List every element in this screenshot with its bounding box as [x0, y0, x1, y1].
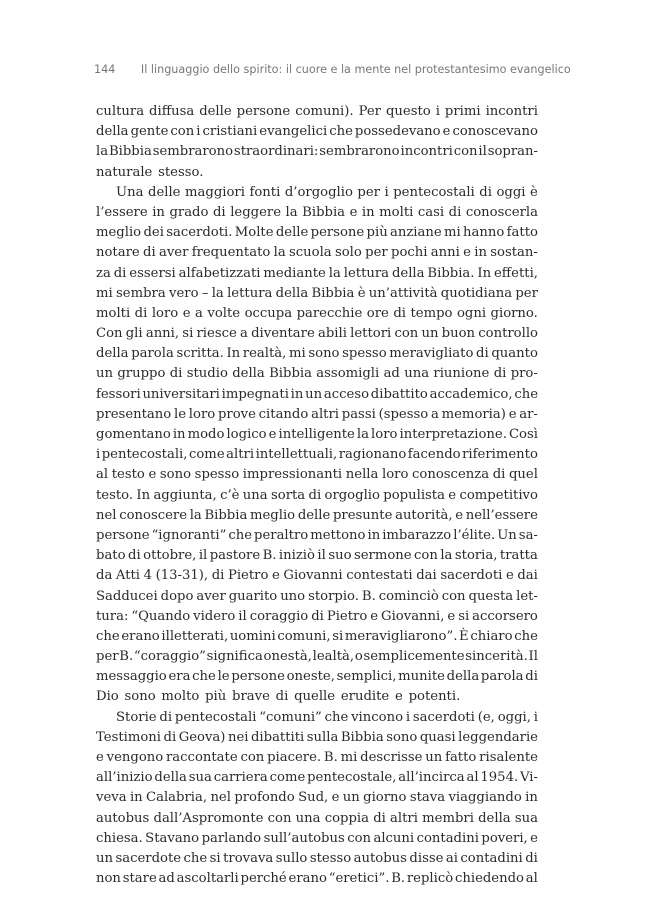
text-line: autobus dall’Aspromonte con una coppia di altri membri della sua — [96, 810, 538, 826]
text-line: la Bibbia sembrarono straordinari: sembrarono incontri con il sopran- — [96, 144, 538, 160]
text-line: che erano illetterati, uomini comuni, si meravigliarono”. È chiaro che — [96, 628, 538, 644]
text-line: della parola scritta. In realtà, mi sono spesso meravigliato di quanto — [96, 346, 538, 362]
text-line: al testo e sono spesso impressionanti nella loro conoscenza di quel — [96, 467, 538, 483]
text-line: Sadducei dopo aver guarito uno storpio. B. cominciò con questa let- — [96, 588, 538, 604]
text-line: all’inizio della sua carriera come pentecostale, all’incirca al 1954. Vi- — [96, 770, 538, 786]
text-line: nel conoscere la Bibbia meglio delle presunte autorità, e nell’essere — [96, 507, 538, 523]
text-line: testo. In aggiunta, c’è una sorta di orgoglio populista e competitivo — [96, 487, 538, 503]
text-line: mi sembra vero – la lettura della Bibbia è un’attività quotidiana per — [96, 285, 538, 301]
body-text — [96, 102, 538, 889]
text-line: persone “ignoranti” che peraltro mettono in imbarazzo l’élite. Un sa- — [96, 527, 538, 543]
text-line: i pentecostali, come altri intellettuali, ragionano facendo riferimento — [96, 447, 538, 463]
text-line: messaggio era che le persone oneste, semplici, munite della parola di — [96, 669, 538, 685]
text-line: e vengono raccontate con piacere. B. mi descrisse un fatto risalente — [96, 750, 538, 765]
text-line: naturale stesso. — [96, 164, 204, 180]
text-line: chiesa. Stavano parlando sull’autobus con alcuni contadini poveri, e — [96, 830, 538, 846]
text-line: l’essere in grado di leggere la Bibbia e in molti casi di conoscerla — [96, 204, 538, 220]
text-line: Dio sono molto più brave di quelle erudite e potenti. — [96, 689, 461, 705]
text-line: Storie di pentecostali “comuni” che vincono i sacerdoti (e, oggi, i — [116, 709, 538, 725]
text-line: presentano le loro prove citando altri passi (spesso a memoria) e ar- — [96, 406, 538, 422]
text-line: fessori universitari impegnati in un acceso dibattito accademico, che — [96, 386, 538, 402]
text-line: non stare ad ascoltarli perché erano “eretici”. B. replicò chiedendo al — [96, 871, 538, 887]
text-line: molti di loro e a volte occupa parecchie ore di tempo ogni giorno. — [96, 305, 538, 321]
text-line: della gente con i cristiani evangelici che possedevano e conoscevano — [96, 124, 538, 140]
text-line: za di essersi alfabetizzati mediante la lettura della Bibbia. In effetti, — [96, 265, 538, 281]
text-line: per B. “coraggio” significa onestà, lealtà, o semplicemente sincerità. Il — [96, 649, 538, 665]
text-line: Testimoni di Geova) nei dibattiti sulla Bibbia sono quasi leggendarie — [96, 729, 538, 745]
text-line: tura: “Quando videro il coraggio di Pietro e Giovanni, e si accorsero — [96, 608, 538, 624]
text-line: gomentano in modo logico e intelligente la loro interpretazione. Così — [96, 427, 538, 442]
text-line: bato di ottobre, il pastore B. iniziò il suo sermone con la storia, tratta — [96, 548, 538, 564]
running-title: Il linguaggio dello spirito: il cuore e la mente nel protestantesimo evangelico — [140, 63, 571, 76]
running-header — [94, 63, 571, 76]
text-line: da Atti 4 (13-31), di Pietro e Giovanni contestati dai sacerdoti e dai — [96, 568, 538, 584]
text-line: un sacerdote che si trovava sullo stesso autobus disse ai contadini di — [96, 850, 538, 866]
text-line: un gruppo di studio della Bibbia assomigli ad una riunione di pro- — [96, 366, 538, 382]
text-line: notare di aver frequentato la scuola solo per pochi anni e in sostan- — [96, 245, 538, 261]
text-line: cultura diffusa delle persone comuni). Per questo i primi incontri — [96, 104, 538, 119]
page-number: 144 — [94, 63, 116, 76]
text-line: veva in Calabria, nel profondo Sud, e un giorno stava viaggiando in — [96, 790, 538, 806]
text-line: Una delle maggiori fonti d’orgoglio per i pentecostali di oggi è — [116, 184, 538, 200]
text-line: Con gli anni, si riesce a diventare abili lettori con un buon controllo — [96, 326, 538, 342]
text-line: meglio dei sacerdoti. Molte delle persone più anziane mi hanno fatto — [96, 225, 538, 241]
